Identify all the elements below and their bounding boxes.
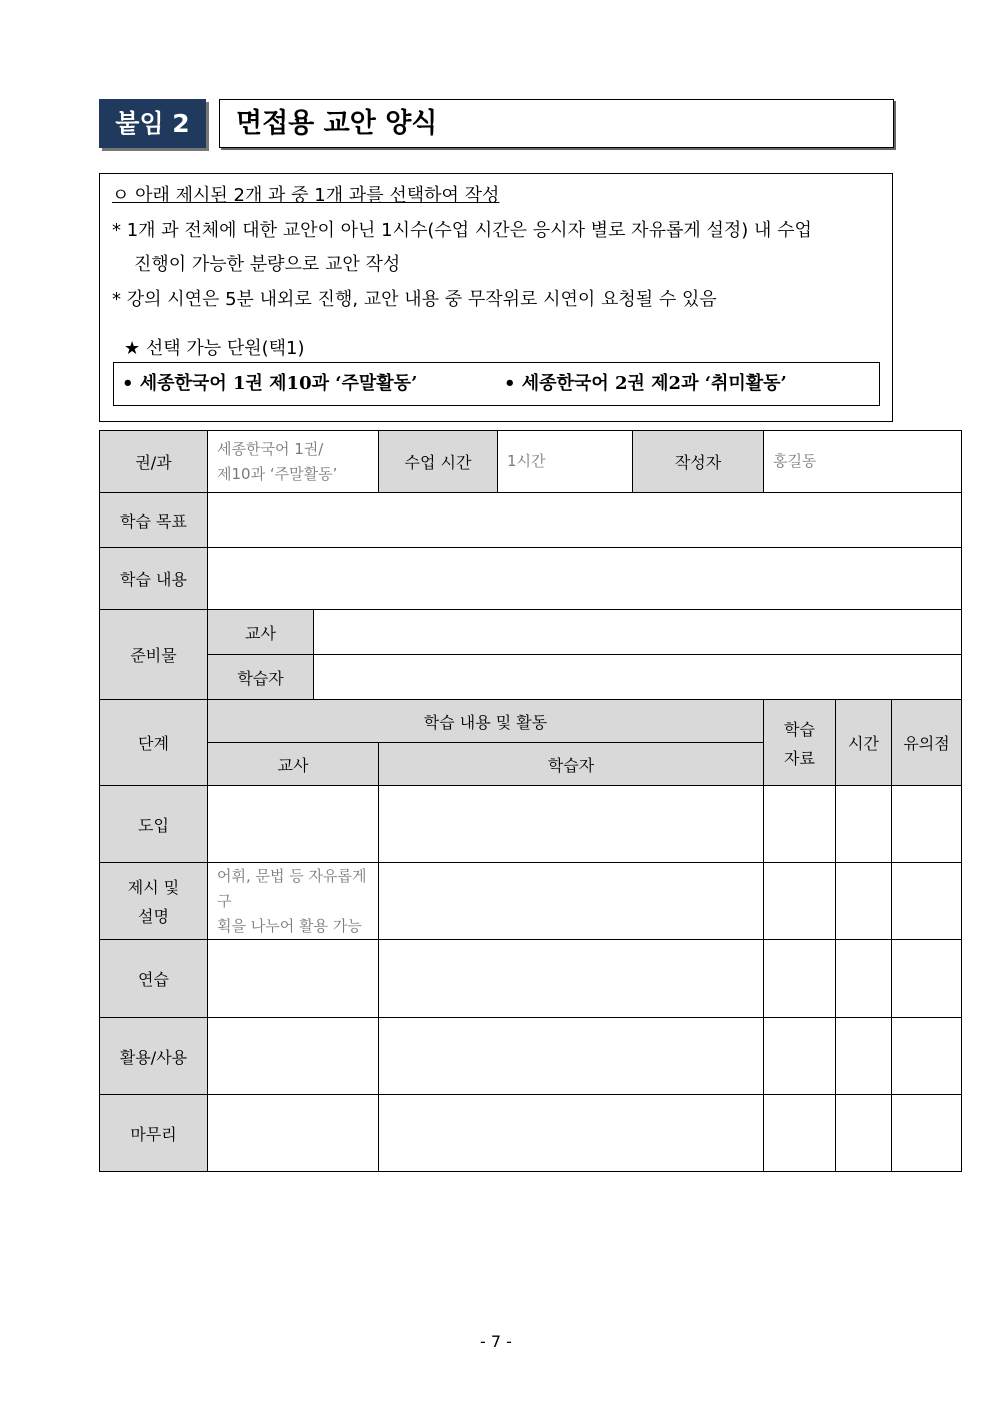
practice-learner-cell[interactable] bbox=[379, 940, 764, 1018]
practice-notes-cell[interactable] bbox=[892, 940, 962, 1018]
wrapup-notes-cell[interactable] bbox=[892, 1095, 962, 1172]
stage-intro: 도입 bbox=[100, 786, 208, 863]
presentation-notes-cell[interactable] bbox=[892, 863, 962, 940]
stage-presentation-line2: 설명 bbox=[138, 907, 169, 926]
content-label: 학습 내용 bbox=[100, 548, 208, 610]
intro-teacher-cell[interactable] bbox=[208, 786, 379, 863]
wrapup-time-cell[interactable] bbox=[836, 1095, 892, 1172]
materials-learner-label: 학습자 bbox=[208, 655, 314, 700]
material-col-line2: 자료 bbox=[784, 748, 815, 768]
materials-learner-field[interactable] bbox=[314, 655, 962, 700]
presentation-hint-line1: 어휘, 문법 등 자유롭게 구 bbox=[217, 866, 367, 910]
presentation-material-cell[interactable] bbox=[764, 863, 836, 940]
use-notes-cell[interactable] bbox=[892, 1018, 962, 1095]
instruction-note-1a: * 1개 과 전체에 대한 교안이 아닌 1시수(수업 시간은 응시자 별로 자유롭게 설정) 내 수업 bbox=[112, 220, 812, 241]
practice-teacher-cell[interactable] bbox=[208, 940, 379, 1018]
stage-presentation-line1: 제시 및 bbox=[127, 878, 180, 897]
stage-presentation bbox=[100, 863, 208, 940]
teacher-col-header: 교사 bbox=[208, 743, 379, 786]
unit-option-2: • 세종한국어 2권 제2과 ‘취미활동’ bbox=[504, 373, 787, 394]
book-value-line2: 제10과 ‘주말활동’ bbox=[217, 464, 338, 483]
intro-learner-cell[interactable] bbox=[379, 786, 764, 863]
instruction-note-1b: 진행이 가능한 분량으로 교안 작성 bbox=[134, 254, 401, 275]
content-field[interactable] bbox=[208, 548, 962, 610]
wrapup-learner-cell[interactable] bbox=[379, 1095, 764, 1172]
use-teacher-cell[interactable] bbox=[208, 1018, 379, 1095]
book-label: 권/과 bbox=[100, 431, 208, 493]
stage-wrapup: 마무리 bbox=[100, 1095, 208, 1172]
practice-time-cell[interactable] bbox=[836, 940, 892, 1018]
page-title: 면접용 교안 양식 bbox=[219, 99, 894, 148]
presentation-time-cell[interactable] bbox=[836, 863, 892, 940]
material-col-line1: 학습 bbox=[784, 719, 815, 739]
use-material-cell[interactable] bbox=[764, 1018, 836, 1095]
attachment-badge: 붙임 2 bbox=[99, 99, 206, 148]
presentation-hint-line2: 획을 나누어 활용 가능 bbox=[217, 916, 362, 935]
time-col-header: 시간 bbox=[836, 700, 892, 786]
presentation-learner-cell[interactable] bbox=[379, 863, 764, 940]
presentation-teacher-cell[interactable] bbox=[208, 863, 379, 940]
book-value[interactable] bbox=[208, 431, 379, 493]
author-label: 작성자 bbox=[633, 431, 764, 493]
select-label: ★ 선택 가능 단원(택1) bbox=[124, 338, 305, 359]
units-box bbox=[113, 362, 880, 406]
intro-notes-cell[interactable] bbox=[892, 786, 962, 863]
title-bar bbox=[99, 99, 894, 148]
instructions-box bbox=[99, 173, 893, 422]
instruction-note-2: * 강의 시연은 5분 내외로 진행, 교안 내용 중 무작위로 시연이 요청될 수 있음 bbox=[112, 289, 717, 310]
materials-teacher-label: 교사 bbox=[208, 610, 314, 655]
author-value[interactable]: 홍길동 bbox=[764, 431, 962, 493]
materials-label: 준비물 bbox=[100, 610, 208, 700]
instruction-main: ㅇ 아래 제시된 2개 과 중 1개 과를 선택하여 작성 bbox=[112, 185, 500, 206]
goal-field[interactable] bbox=[208, 493, 962, 548]
stage-practice: 연습 bbox=[100, 940, 208, 1018]
learner-col-header: 학습자 bbox=[379, 743, 764, 786]
use-learner-cell[interactable] bbox=[379, 1018, 764, 1095]
wrapup-material-cell[interactable] bbox=[764, 1095, 836, 1172]
goal-label: 학습 목표 bbox=[100, 493, 208, 548]
wrapup-teacher-cell[interactable] bbox=[208, 1095, 379, 1172]
notes-col-header: 유의점 bbox=[892, 700, 962, 786]
book-value-line1: 세종한국어 1권/ bbox=[217, 439, 324, 458]
unit-option-1: • 세종한국어 1권 제10과 ‘주말활동’ bbox=[122, 373, 418, 394]
stage-use: 활용/사용 bbox=[100, 1018, 208, 1095]
activity-header: 학습 내용 및 활동 bbox=[208, 700, 764, 743]
intro-time-cell[interactable] bbox=[836, 786, 892, 863]
page-number: - 7 - bbox=[480, 1332, 512, 1351]
stage-header: 단계 bbox=[100, 700, 208, 786]
intro-material-cell[interactable] bbox=[764, 786, 836, 863]
materials-teacher-field[interactable] bbox=[314, 610, 962, 655]
lesson-plan-table bbox=[99, 430, 962, 1172]
time-value[interactable]: 1시간 bbox=[498, 431, 633, 493]
use-time-cell[interactable] bbox=[836, 1018, 892, 1095]
practice-material-cell[interactable] bbox=[764, 940, 836, 1018]
material-col-header bbox=[764, 700, 836, 786]
time-label: 수업 시간 bbox=[379, 431, 498, 493]
